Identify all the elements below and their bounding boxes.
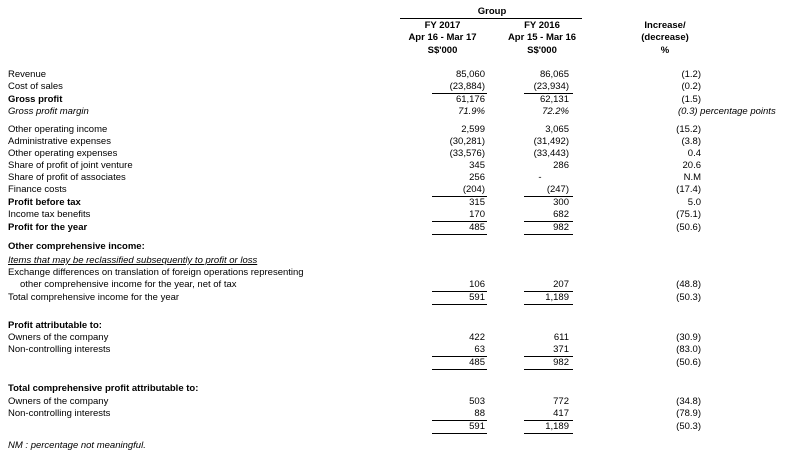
oci-heading: Other comprehensive income:: [8, 241, 145, 252]
value-change: (50.6): [676, 222, 701, 233]
value-fy2016: 982: [553, 222, 569, 233]
oci-fx-line2: other comprehensive income for the year, net of tax: [20, 279, 237, 290]
tci-attr-heading: Total comprehensive profit attributable to:: [8, 383, 199, 394]
value-change: (34.8): [676, 396, 701, 407]
value-change: (50.6): [676, 357, 701, 368]
total-rule: [432, 234, 487, 235]
value-change: (50.3): [676, 292, 701, 303]
value-fy2016: 417: [553, 408, 569, 419]
value-fy2016: (247): [546, 184, 569, 195]
profit-attr-heading: Profit attributable to:: [8, 320, 102, 331]
change-header-1: Increase/: [644, 20, 686, 31]
value-fy2017: 345: [469, 160, 485, 171]
row-label: Administrative expenses: [8, 136, 111, 147]
value-fy2016: 62,131: [539, 94, 569, 105]
row-label: Profit for the year: [8, 222, 88, 233]
value-fy2016: (31,492): [533, 136, 569, 147]
row-label: Share of profit of joint venture: [8, 160, 133, 171]
fy2017-year: FY 2017: [424, 20, 461, 31]
value-fy2016: 611: [553, 332, 569, 343]
value-fy2017: 256: [469, 172, 485, 183]
value-fy2016: (33,443): [533, 148, 569, 159]
value-fy2016: 371: [553, 344, 569, 355]
value-fy2017: 485: [469, 222, 485, 233]
value-fy2016: (23,934): [533, 81, 569, 92]
total-rule: [432, 369, 487, 370]
value-fy2016: 1,189: [545, 292, 569, 303]
value-change: 5.0: [687, 197, 701, 208]
oci-subheading: Items that may be reclassified subsequently to profit or loss: [8, 255, 258, 266]
row-label: Non-controlling interests: [8, 344, 111, 355]
oci-fx-line1: Exchange differences on translation of foreign operations representing: [8, 267, 304, 278]
value-change: (1.2): [681, 69, 701, 80]
row-label: Gross profit: [8, 94, 63, 105]
value-fy2017: 591: [469, 421, 485, 432]
change-header-unit: %: [660, 45, 670, 56]
value-fy2017: 71.9%: [458, 106, 485, 117]
value-change: (50.3): [676, 421, 701, 432]
value-fy2016: 207: [553, 279, 569, 290]
value-fy2017: 591: [469, 292, 485, 303]
total-rule: [524, 433, 573, 434]
value-fy2016: 1,189: [545, 421, 569, 432]
group-header: Group: [477, 6, 507, 17]
total-rule: [432, 433, 487, 434]
row-label: Revenue: [8, 69, 47, 80]
value-fy2017: 315: [469, 197, 485, 208]
row-label: Profit before tax: [8, 197, 81, 208]
value-change: 0.4: [687, 148, 701, 159]
row-label: Gross profit margin: [8, 106, 89, 117]
fy2017-period: Apr 16 - Mar 17: [408, 32, 477, 43]
value-change: (83.0): [676, 344, 701, 355]
value-fy2017: (30,281): [449, 136, 485, 147]
value-change: (1.5): [681, 94, 701, 105]
value-change: 20.6: [682, 160, 701, 171]
value-fy2016: 772: [553, 396, 569, 407]
value-change: (15.2): [676, 124, 701, 135]
value-change: (30.9): [676, 332, 701, 343]
value-change: N.M: [683, 172, 701, 183]
value-fy2016: 300: [553, 197, 569, 208]
value-fy2017: 63: [474, 344, 485, 355]
value-fy2016: 3,065: [545, 124, 569, 135]
value-fy2017: 170: [469, 209, 485, 220]
value-change: (75.1): [676, 209, 701, 220]
fy2016-period: Apr 15 - Mar 16: [507, 32, 577, 43]
value-fy2016: 982: [553, 357, 569, 368]
row-label: Cost of sales: [8, 81, 63, 92]
value-fy2017: 485: [469, 357, 485, 368]
value-fy2017: 2,599: [461, 124, 485, 135]
value-fy2017: 106: [469, 279, 485, 290]
row-label: Share of profit of associates: [8, 172, 126, 183]
row-label: Owners of the company: [8, 332, 109, 343]
row-label: Finance costs: [8, 184, 67, 195]
value-fy2017: (23,884): [449, 81, 485, 92]
footnote: NM : percentage not meaningful.: [8, 440, 146, 451]
value-fy2017: 61,176: [455, 94, 485, 105]
value-fy2017: (33,576): [449, 148, 485, 159]
value-fy2016: 86,065: [539, 69, 569, 80]
value-fy2016: -: [538, 172, 542, 183]
total-rule: [432, 304, 487, 305]
value-change: (3.8): [681, 136, 701, 147]
change-header-2: (decrease): [641, 32, 689, 43]
row-label: Other operating expenses: [8, 148, 118, 159]
total-rule: [524, 369, 573, 370]
value-fy2017: 422: [469, 332, 485, 343]
fy2016-year: FY 2016: [524, 20, 560, 31]
value-fy2017: 503: [469, 396, 485, 407]
group-header-rule: [400, 18, 582, 19]
fy2016-unit: S$'000: [527, 45, 557, 56]
value-change: (0.3) percentage points: [678, 106, 776, 117]
value-fy2017: 85,060: [455, 69, 485, 80]
oci-total-label: Total comprehensive income for the year: [8, 292, 180, 303]
value-fy2017: 88: [474, 408, 485, 419]
row-label: Non-controlling interests: [8, 408, 111, 419]
row-label: Other operating income: [8, 124, 108, 135]
value-fy2017: (204): [462, 184, 485, 195]
fy2017-unit: S$'000: [427, 45, 458, 56]
row-label: Owners of the company: [8, 396, 109, 407]
value-change: (17.4): [676, 184, 701, 195]
value-fy2016: 72.2%: [542, 106, 569, 117]
value-fy2016: 286: [553, 160, 569, 171]
total-rule: [524, 304, 573, 305]
value-change: (78.9): [676, 408, 701, 419]
total-rule: [524, 234, 573, 235]
value-change: (0.2): [681, 81, 701, 92]
value-change: (48.8): [676, 279, 701, 290]
row-label: Income tax benefits: [8, 209, 91, 220]
value-fy2016: 682: [553, 209, 569, 220]
